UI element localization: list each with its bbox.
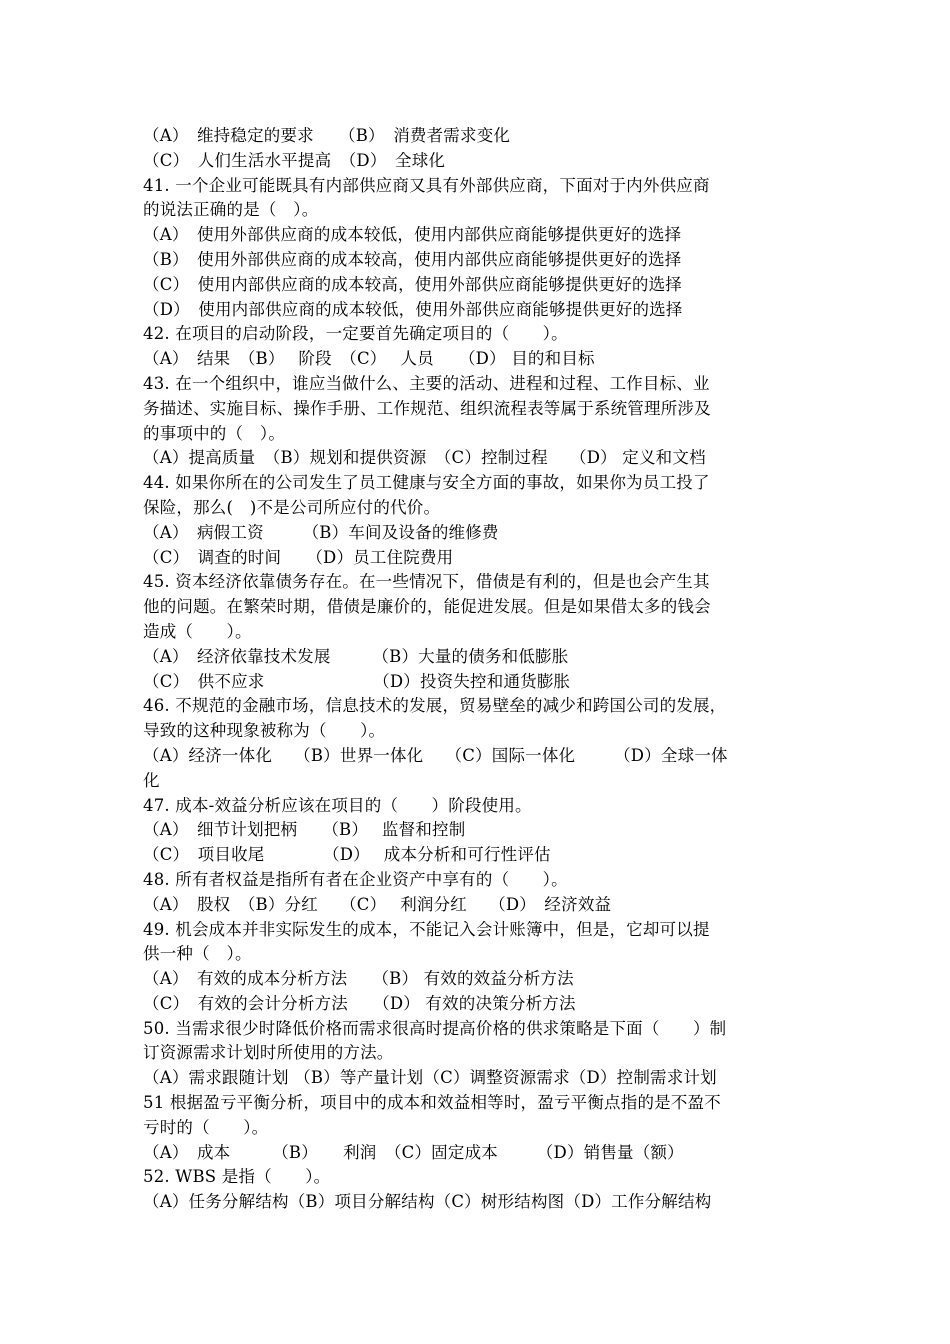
question-51-line-1: 51 根据盈亏平衡分析，项目中的成本和效益相等时，盈亏平衡点指的是不盈不 bbox=[143, 1093, 721, 1113]
options-49ab: （A） 有效的成本分析方法 （B） 有效的效益分析方法 bbox=[143, 969, 574, 989]
options-45cd: （C） 供不应求 （D）投资失控和通货膨胀 bbox=[143, 671, 571, 691]
question-44-line-2: 保险，那么( )不是公司所应付的代价。 bbox=[143, 497, 441, 517]
options-44ab: （A） 病假工资 （B）车间及设备的维修费 bbox=[143, 522, 499, 542]
options-47cd: （C） 项目收尾 （D） 成本分析和可行性评估 bbox=[143, 845, 551, 865]
question-49-line-1: 49. 机会成本并非实际发生的成本，不能记入会计账簿中，但是，它却可以提 bbox=[143, 919, 710, 939]
option-41a: （A） 使用外部供应商的成本较低，使用内部供应商能够提供更好的选择 bbox=[143, 225, 682, 245]
question-47: 47. 成本-效益分析应该在项目的（ ）阶段使用。 bbox=[143, 795, 532, 815]
options-43: （A）提高质量 （B）规划和提供资源 （C）控制过程 （D） 定义和文档 bbox=[143, 448, 706, 468]
question-48: 48. 所有者权益是指所有者在企业资产中享有的（ ）。 bbox=[143, 869, 568, 889]
question-44-line-1: 44. 如果你所在的公司发生了员工健康与安全方面的事故，如果你为员工投了 bbox=[143, 473, 710, 493]
question-41-line-2: 的说法正确的是（ ）。 bbox=[143, 200, 319, 220]
exam-page bbox=[143, 124, 823, 1215]
option-line-40cd: （C） 人们生活水平提高 （D） 全球化 bbox=[143, 150, 446, 170]
question-43-line-2: 务描述、实施目标、操作手册、工作规范、组织流程表等属于系统管理所涉及 bbox=[143, 398, 711, 418]
question-46-line-2: 导致的这种现象被称为（ ）。 bbox=[143, 721, 386, 741]
options-45ab: （A） 经济依靠技术发展 （B）大量的债务和低膨胀 bbox=[143, 646, 569, 666]
question-50-line-2: 订资源需求计划时所使用的方法。 bbox=[143, 1043, 394, 1063]
question-43-line-3: 的事项中的（ ）。 bbox=[143, 423, 286, 443]
question-49-line-2: 供一种（ ）。 bbox=[143, 944, 252, 964]
question-45-line-3: 造成（ ）。 bbox=[143, 621, 252, 641]
options-44cd: （C） 调查的时间 （D）员工住院费用 bbox=[143, 547, 454, 567]
options-50: （A）需求跟随计划 （B）等产量计划（C）调整资源需求（D）控制需求计划 bbox=[143, 1068, 717, 1088]
options-46-line-2: 化 bbox=[143, 770, 160, 790]
option-41b: （B） 使用外部供应商的成本较高，使用内部供应商能够提供更好的选择 bbox=[143, 249, 682, 269]
option-41d: （D） 使用内部供应商的成本较低，使用外部供应商能够提供更好的选择 bbox=[143, 299, 683, 319]
question-42: 42. 在项目的启动阶段，一定要首先确定项目的（ ）。 bbox=[143, 324, 568, 344]
options-46-line-1: （A）经济一体化 （B）世界一体化 （C）国际一体化 （D）全球一体 bbox=[143, 745, 728, 765]
question-50-line-1: 50. 当需求很少时降低价格而需求很高时提高价格的供求策略是下面（ ）制 bbox=[143, 1018, 727, 1038]
options-42: （A） 结果 （B） 阶段 （C） 人员 （D） 目的和目标 bbox=[143, 349, 595, 369]
question-41-line-1: 41. 一个企业可能既具有内部供应商又具有外部供应商，下面对于内外供应商 bbox=[143, 175, 710, 195]
options-51: （A） 成本 （B） 利润 （C）固定成本 （D）销售量（额） bbox=[143, 1142, 684, 1162]
question-51-line-2: 亏时的（ ）。 bbox=[143, 1117, 269, 1137]
options-47ab: （A） 细节计划把柄 （B） 监督和控制 bbox=[143, 820, 466, 840]
options-48: （A） 股权 （B）分红 （C） 利润分红 （D） 经济效益 bbox=[143, 894, 612, 914]
question-52: 52. WBS 是指（ ）。 bbox=[143, 1167, 331, 1187]
question-43-line-1: 43. 在一个组织中，谁应当做什么、主要的活动、进程和过程、工作目标、业 bbox=[143, 373, 710, 393]
option-41c: （C） 使用内部供应商的成本较高，使用外部供应商能够提供更好的选择 bbox=[143, 274, 682, 294]
options-52: （A）任务分解结构（B）项目分解结构（C）树形结构图（D）工作分解结构 bbox=[143, 1192, 712, 1212]
question-45-line-2: 他的问题。在繁荣时期，借债是廉价的，能促进发展。但是如果借太多的钱会 bbox=[143, 597, 711, 617]
options-49cd: （C） 有效的会计分析方法 （D） 有效的决策分析方法 bbox=[143, 993, 576, 1013]
question-46-line-1: 46. 不规范的金融市场，信息技术的发展，贸易壁垒的减少和跨国公司的发展， bbox=[143, 696, 727, 716]
question-45-line-1: 45. 资本经济依靠债务存在。在一些情况下，借债是有利的，但是也会产生其 bbox=[143, 572, 710, 592]
option-line-40ab: （A） 维持稳定的要求 （B） 消费者需求变化 bbox=[143, 126, 511, 145]
